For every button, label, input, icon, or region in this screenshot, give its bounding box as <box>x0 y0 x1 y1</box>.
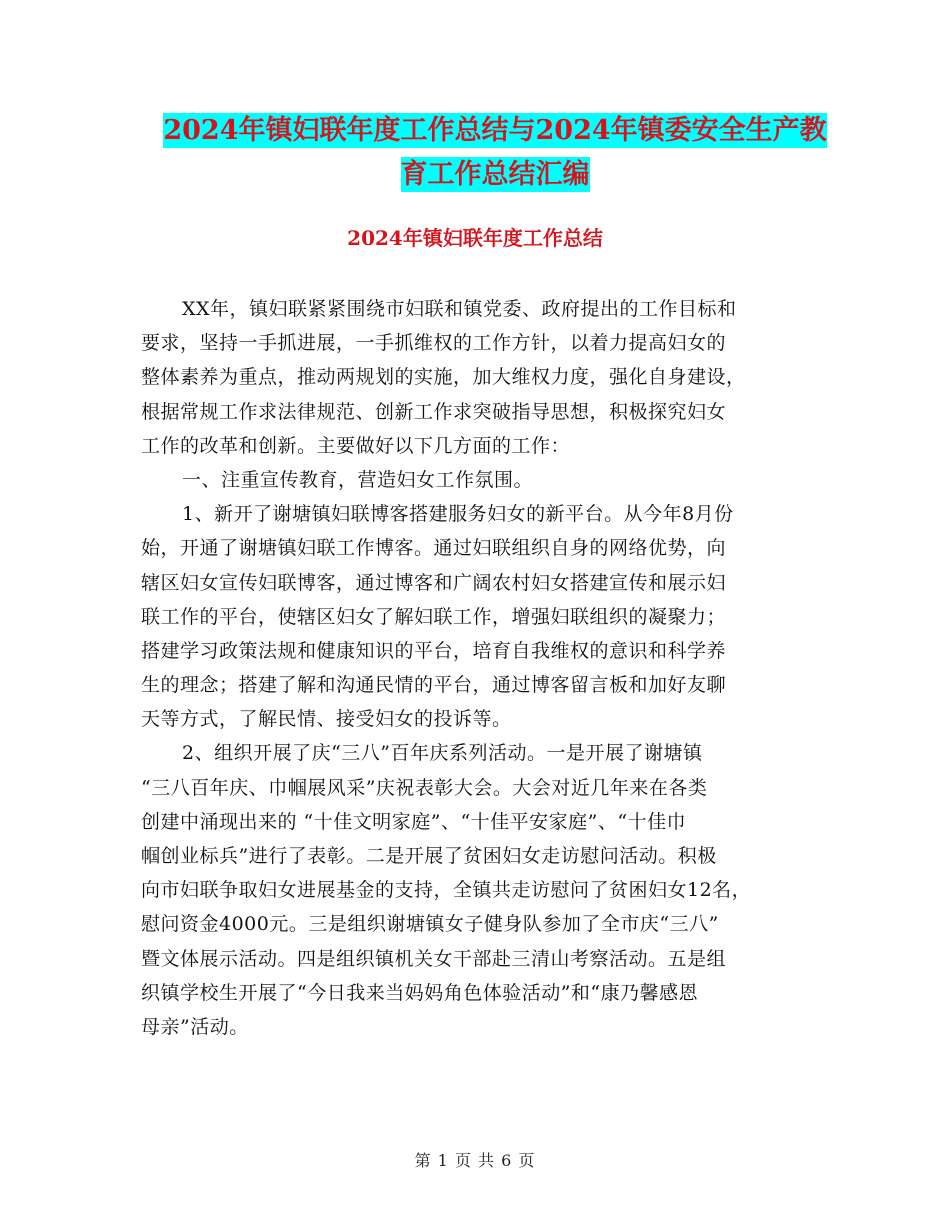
paragraph-line: 暨文体展示活动。四是组织镇机关女干部赴三清山考察活动。五是组 <box>141 947 727 970</box>
main-title-line-2 <box>140 150 850 200</box>
paragraph-line: 始，开通了谢塘镇妇联工作博客。通过妇联组织自身的网络优势，向 <box>141 537 727 560</box>
section-subtitle: 2024年镇妇联年度工作总结 <box>347 226 603 250</box>
paragraph-line: 辖区妇女宣传妇联博客，通过博客和广阔农村妇女搭建宣传和展示妇 <box>141 571 727 594</box>
paragraph-line: 工作的改革和创新。主要做好以下几方面的工作： <box>141 434 571 457</box>
paragraph-line: 生的理念；搭建了解和沟通民情的平台，通过博客留言板和加好友聊 <box>141 674 727 697</box>
paragraph-line: 搭建学习政策法规和健康知识的平台，培育自我维权的意识和科学养 <box>141 639 727 662</box>
page-footer: 第 1 页 共 6 页 <box>414 1151 536 1170</box>
paragraph-line: 母亲”活动。 <box>141 1015 249 1038</box>
paragraph-line: 要求，坚持一手抓进展，一手抓维权的工作方针，以着力提高妇女的 <box>141 332 727 355</box>
paragraph-line: 天等方式，了解民情、接受妇女的投诉等。 <box>141 708 512 731</box>
section-heading: 一、注重宣传教育，营造妇女工作氛围。 <box>182 468 534 491</box>
paragraph-line: 向市妇联争取妇女进展基金的支持，全镇共走访慰问了贫困妇女12名， <box>141 879 752 902</box>
paragraph-line: 慰问资金4000元。三是组织谢塘镇女子健身队参加了全市庆“三八” <box>141 913 719 936</box>
paragraph-line: 根据常规工作求法律规范、创新工作求突破指导思想，积极探究妇女 <box>141 400 727 423</box>
body-text <box>141 292 811 1044</box>
paragraph-line: 2、组织开展了庆“三八”百年庆系列活动。一是开展了谢塘镇 <box>182 742 703 765</box>
paragraph-line: 帼创业标兵”进行了表彰。二是开展了贫困妇女走访慰问活动。积极 <box>141 845 717 867</box>
paragraph-line: 联工作的平台，使辖区妇女了解妇联工作，增强妇联组织的凝聚力； <box>141 605 727 628</box>
paragraph-line: 创建中涌现出来的 “十佳文明家庭”、“十佳平安家庭”、“十佳巾 <box>141 810 687 833</box>
title-highlight: 2024年镇妇联年度工作总结与2024年镇委安全生产教 <box>163 115 827 146</box>
paragraph-line: “三八百年庆、巾帼展风采”庆祝表彰大会。大会对近几年来在各类 <box>141 776 708 799</box>
paragraph-line: 1、新开了谢塘镇妇联博客搭建服务妇女的新平台。从今年8月份 <box>182 503 734 526</box>
main-title-line-1 <box>140 106 850 156</box>
title-highlight: 育工作总结汇编 <box>400 159 590 190</box>
paragraph-line: 织镇学校生开展了“今日我来当妈妈角色体验活动”和“康乃馨感恩 <box>141 981 699 1004</box>
paragraph-line: XX年，镇妇联紧紧围绕市妇联和镇党委、政府提出的工作目标和 <box>182 298 737 320</box>
paragraph-line: 整体素养为重点，推动两规划的实施，加大维权力度，强化自身建设， <box>141 366 746 389</box>
